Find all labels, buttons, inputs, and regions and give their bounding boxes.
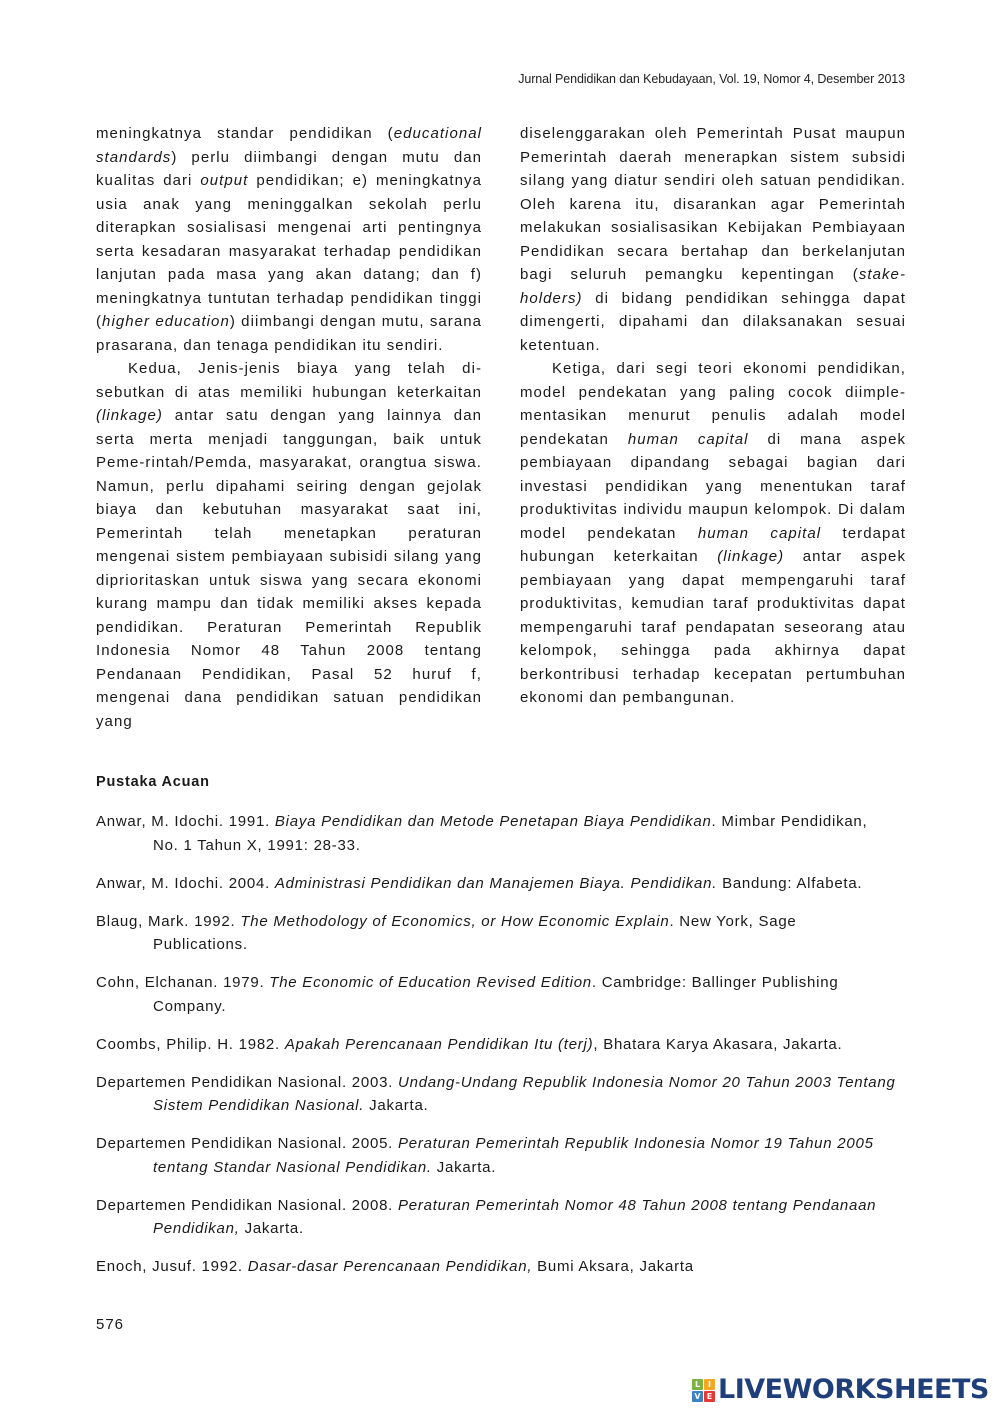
left-column [96, 122, 482, 733]
page-number: 576 [96, 1316, 125, 1333]
paragraph: Kedua, Jenis-jenis biaya yang telah di-sebutkan di atas memiliki hubungan keterkaitan (linkage) antar satu dengan yang lainnya dan serta merta menjadi tanggungan, baik untuk Peme-rintah/Pemda, masyarakat, orangtua siswa. Namun, perlu dipahami seiring dengan gejolak biaya dan kebutuhan masyarakat saat ini, Pemerintah telah menetapkan peraturan mengenai sistem pembiayaan subisidi silang yang diprioritaskan untuk siswa yang secara ekonomi kurang mampu dan tidak memiliki akses kepada pendidikan. Peraturan Pemerintah Republik Indonesia Nomor 48 Tahun 2008 tentang Pendanaan Pendidikan, Pasal 52 huruf f, mengenai dana pendidikan satuan pendidikan yang [96, 360, 482, 730]
reference-item: Departemen Pendidikan Nasional. 2008. Peraturan Pemerintah Nomor 48 Tahun 2008 tentang Pendanaan Pendidikan, Jakarta. [96, 1196, 877, 1237]
paragraph: meningkatnya standar pendidikan (educational standards) perlu diimbangi dengan mutu dan kualitas dari output pendidikan; e) meningkatnya usia anak yang meninggalkan sekolah perlu diterapkan sosialisasi mengenai arti pentingnya serta kesadaran masyarakat terhadap pendidikan lanjutan pada masa yang akan datang; dan f) meningkatnya tuntutan terhadap pendidikan tinggi (higher education) diimbangi dengan mutu, sarana prasarana, dan tenaga pendidikan itu sendiri. [96, 125, 482, 354]
paragraph: Ketiga, dari segi teori ekonomi pendidikan, model pendekatan yang paling cocok diimple-mentasikan menurut penulis adalah model pendekatan human capital di mana aspek pembiayaan dipandang sebagai bagian dari investasi pendidikan yang menentukan taraf produktivitas individu maupun kelompok. Di dalam model pendekatan human capital terdapat hubungan keterkaitan (linkage) antar aspek pembiayaan yang dapat mempengaruhi taraf produktivitas, kemudian taraf produktivitas dapat mempengaruhi taraf pendapatan seseorang atau kelompok, sehingga pada akhirnya dapat berkontribusi terhadap kecepatan pertumbuhan ekonomi dan pembangunan. [520, 360, 907, 706]
liveworksheets-logo [692, 1376, 989, 1404]
reference-item: Departemen Pendidikan Nasional. 2003. Undang-Undang Republik Indonesia Nomor 20 Tahun 2003 Tentang Sistem Pendidikan Nasional. Jakarta. [96, 1073, 896, 1114]
running-head: Jurnal Pendidikan dan Kebudayaan, Vol. 19, Nomor 4, Desember 2013 [518, 72, 905, 86]
reference-item: Cohn, Elchanan. 1979. The Economic of Education Revised Edition. Cambridge: Ballinger Publishing Company. [96, 974, 839, 1015]
body-columns [96, 122, 906, 733]
logo-letter-i: I [704, 1379, 715, 1390]
reference-item: Departemen Pendidikan Nasional. 2005. Peraturan Pemerintah Republik Indonesia Nomor 19 Tahun 2005 tentang Standar Nasional Pendidikan. Jakarta. [96, 1135, 874, 1176]
logo-text: LIVEWORKSHEETS [718, 1374, 989, 1405]
reference-item: Coombs, Philip. H. 1982. Apakah Perencanaan Pendidikan Itu (terj), Bhatara Karya Akasara, Jakarta. [96, 1035, 843, 1053]
paragraph: diselenggarakan oleh Pemerintah Pusat maupun Pemerintah daerah menerapkan sistem subsidi silang yang diatur sendiri oleh satuan pendidikan. Oleh karena itu, disarankan agar Pemerintah melakukan sosialisasikan Kebijakan Pembiayaan Pendidikan secara bertahap dan berkelanjutan bagi seluruh pemangku kepentingan (stake-holders) di bidang pendidikan sehingga dapat dimengerti, dipahami dan dilaksanakan sesuai ketentuan. [520, 125, 906, 354]
references-list [96, 810, 896, 1293]
references-heading: Pustaka Acuan [96, 774, 210, 790]
reference-item: Anwar, M. Idochi. 2004. Administrasi Pendidikan dan Manajemen Biaya. Pendidikan. Bandung: Alfabeta. [96, 874, 863, 892]
reference-item: Enoch, Jusuf. 1992. Dasar-dasar Perencanaan Pendidikan, Bumi Aksara, Jakarta [96, 1258, 694, 1275]
reference-item: Blaug, Mark. 1992. The Methodology of Economics, or How Economic Explain. New York, Sage Publications. [96, 912, 797, 953]
reference-item: Anwar, M. Idochi. 1991. Biaya Pendidikan dan Metode Penetapan Biaya Pendidikan. Mimbar Pendidikan, No. 1 Tahun X, 1991: 28-33. [96, 813, 868, 854]
logo-letter-l: L [692, 1379, 703, 1390]
logo-icon [692, 1379, 715, 1402]
logo-letter-e: E [704, 1391, 715, 1402]
logo-letter-v: V [692, 1391, 703, 1402]
right-column [520, 122, 906, 733]
